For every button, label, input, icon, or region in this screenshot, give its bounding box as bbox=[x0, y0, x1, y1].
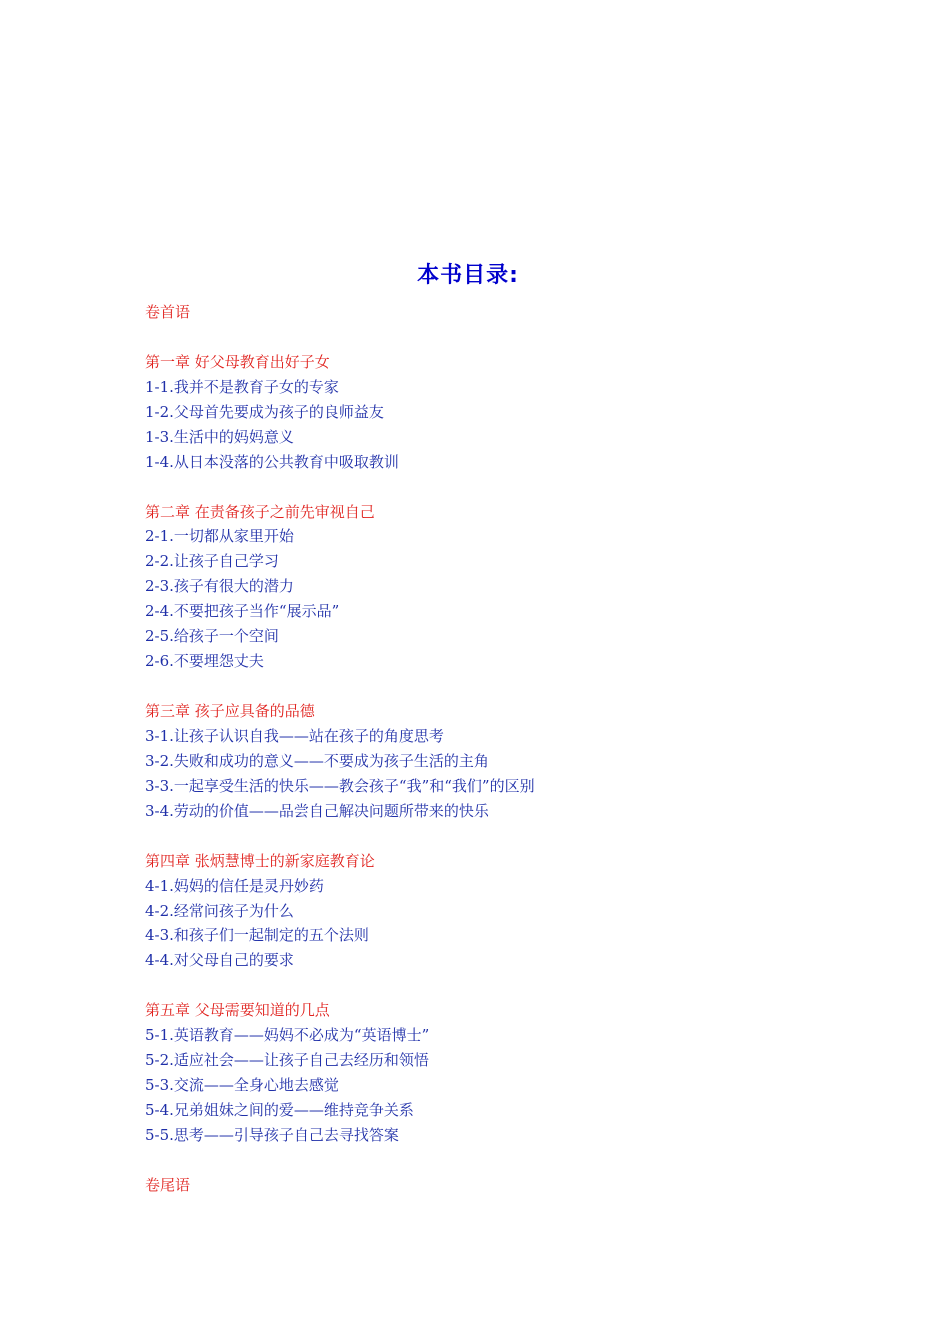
epilogue-entry[interactable]: 卷尾语 bbox=[145, 1175, 191, 1194]
toc-title: 本书目录: bbox=[417, 263, 519, 288]
toc-item[interactable]: 5-4.兄弟姐妹之间的爱——维持竞争关系 bbox=[145, 1101, 414, 1119]
toc-item[interactable]: 4-3.和孩子们一起制定的五个法则 bbox=[145, 926, 369, 945]
toc-item[interactable]: 4-4.对父母自己的要求 bbox=[145, 951, 294, 970]
chapter-heading[interactable]: 第四章 张炳慧博士的新家庭教育论 bbox=[145, 851, 375, 870]
toc-item[interactable]: 3-3.一起享受生活的快乐——教会孩子“我”和“我们”的区别 bbox=[145, 776, 535, 795]
toc-item[interactable]: 1-2.父母首先要成为孩子的良师益友 bbox=[145, 402, 384, 421]
chapter-heading[interactable]: 第五章 父母需要知道的几点 bbox=[145, 1001, 330, 1020]
toc-item[interactable]: 1-3.生活中的妈妈意义 bbox=[145, 427, 294, 446]
toc-item[interactable]: 2-5.给孩子一个空间 bbox=[145, 627, 279, 646]
spacer bbox=[145, 674, 845, 699]
chapter-heading[interactable]: 第二章 在责备孩子之前先审视自己 bbox=[145, 502, 375, 521]
toc-item[interactable]: 2-1.一切都从家里开始 bbox=[145, 527, 294, 546]
spacer bbox=[145, 475, 845, 500]
toc-item[interactable]: 1-1.我并不是教育子女的专家 bbox=[145, 377, 339, 396]
toc-item[interactable]: 5-5.思考——引导孩子自己去寻找答案 bbox=[145, 1125, 399, 1144]
chapter-heading[interactable]: 第一章 好父母教育出好子女 bbox=[145, 352, 330, 371]
toc-item[interactable]: 4-1.妈妈的信任是灵丹妙药 bbox=[145, 876, 324, 895]
toc-item[interactable]: 1-4.从日本没落的公共教育中吸取教训 bbox=[145, 452, 399, 471]
toc-item[interactable]: 2-3.孩子有很大的潜力 bbox=[145, 577, 294, 596]
toc-item[interactable]: 5-3.交流——全身心地去感觉 bbox=[145, 1076, 339, 1095]
toc-item[interactable]: 3-4.劳动的价值——品尝自己解决问题所带来的快乐 bbox=[145, 801, 489, 820]
chapter-heading[interactable]: 第三章 孩子应具备的品德 bbox=[145, 702, 315, 720]
toc-item[interactable]: 2-2.让孩子自己学习 bbox=[145, 552, 279, 571]
toc-item[interactable]: 2-6.不要埋怨丈夫 bbox=[145, 652, 264, 671]
preface-entry[interactable]: 卷首语 bbox=[145, 303, 191, 321]
toc-item[interactable]: 4-2.经常问孩子为什么 bbox=[145, 901, 294, 920]
spacer bbox=[145, 824, 845, 849]
toc-item[interactable]: 5-1.英语教育——妈妈不必成为“英语博士” bbox=[145, 1026, 430, 1045]
toc-item[interactable]: 5-2.适应社会——让孩子自己去经历和领悟 bbox=[145, 1051, 429, 1070]
spacer bbox=[145, 325, 845, 350]
toc-item[interactable]: 3-2.失败和成功的意义——不要成为孩子生活的主角 bbox=[145, 751, 489, 770]
toc-item[interactable]: 3-1.让孩子认识自我——站在孩子的角度思考 bbox=[145, 726, 444, 745]
table-of-contents bbox=[145, 300, 845, 1198]
toc-item[interactable]: 2-4.不要把孩子当作“展示品” bbox=[145, 602, 340, 621]
spacer bbox=[145, 1148, 845, 1173]
spacer bbox=[145, 973, 845, 998]
